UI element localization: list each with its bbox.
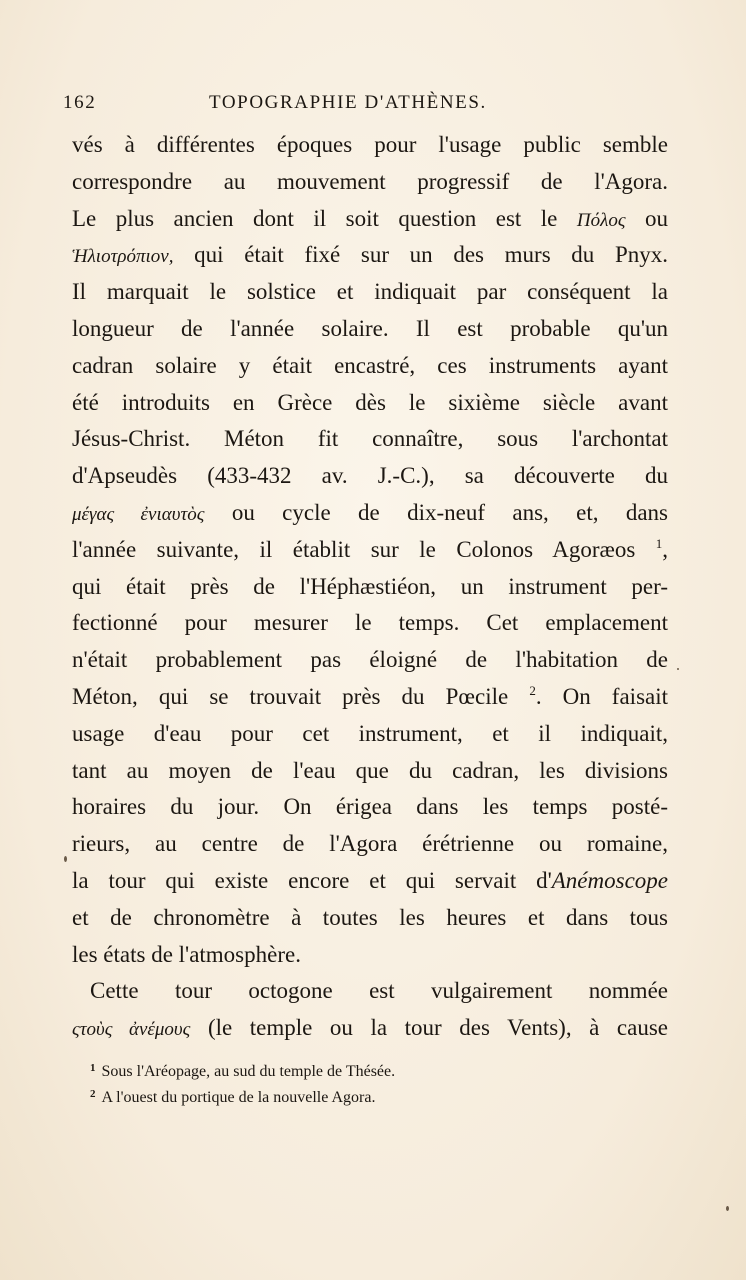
text-line [72,237,668,274]
text-line: horaires du jour. On érigea dans les temps posté- [72,794,668,820]
greek-word-heliotropion: Ἡλιοτρόπιον, [72,246,174,268]
text-segment: (le temple ou la tour des Vents), à cause [207,1015,669,1041]
text-segment: ou cycle de dix-neuf ans, et, dans [231,499,668,525]
footnote-mark: 2 [90,1088,96,1100]
footnotes [90,1055,550,1107]
footnote-ref: 1 [655,535,663,551]
text-line: usage d'eau pour cet instrument, et il indiquait, [72,720,668,746]
text-line: cadran solaire y était encastré, ces instruments ayant [72,352,668,378]
text-line: d'Apseudès (433-432 av. J.-C.), sa découverte du [72,463,668,489]
greek-phrase-megas-eniautos: μέγας ἐνιαυτὸς [72,503,205,525]
text-segment: la tour qui existe encore et qui servait d' [72,867,552,893]
text-segment: qui était fixé sur un des murs du Pnyx. [194,242,669,268]
punctuation: , [662,536,668,562]
text-segment: Le plus ancien dont il soit question est le [72,205,558,231]
text-line [72,863,668,900]
footnote-text: A l'ouest du portique de la nouvelle Agora. [101,1089,376,1106]
text-line: tant au moyen de l'eau que du cadran, les divisions [72,757,668,783]
text-line: les états de l'atmosphère. [72,941,301,967]
italic-word-anemoscope: Anémoscope [551,867,668,893]
greek-word-polos: Πόλος [576,209,626,231]
footnote [90,1055,550,1081]
text-line: Il marquait le solstice et indiquait par conséquent la [72,279,668,305]
footnote-mark: 1 [90,1062,96,1074]
footnote-text: Sous l'Aréopage, au sud du temple de Thésée. [101,1063,396,1080]
footnote-ref: 2 [529,682,536,698]
text-line: qui était près de l'Héphæstiéon, un instrument per- [72,573,668,599]
running-head [63,92,667,116]
greek-phrase-stous-anemous: ςτοὺς ἀνέμους [72,1019,191,1041]
text-line [72,201,668,238]
text-line: Cette tour octogone est vulgairement nommée [90,978,668,1004]
text-line [72,495,668,532]
text-line: longueur de l'année solaire. Il est probable qu'un [72,315,668,341]
body-text [72,127,668,1047]
text-line: rieurs, au centre de l'Agora érétrienne ou romaine, [72,831,668,857]
text-line: fectionné pour mesurer le temps. Cet emplacement [72,610,668,636]
text-line [72,532,668,569]
text-line: été introduits en Grèce dès le sixième siècle avant [72,389,668,415]
running-title: TOPOGRAPHIE D'ATHÈNES. [209,92,487,113]
text-line: Jésus-Christ. Méton fit connaître, sous l'archontat [72,426,668,452]
text-line: vés à différentes époques pour l'usage public semble [72,132,668,157]
text-line [72,679,668,716]
paper-speck [677,668,679,670]
text-line [72,1010,668,1047]
paper-speck [64,856,67,862]
text-segment: ou [645,205,669,231]
text-line: n'était probablement pas éloigné de l'habitation de [72,647,668,673]
text-line: et de chronomètre à toutes les heures et dans tous [72,904,668,930]
text-segment: Méton, qui se trouvait près du Pœcile [72,683,509,709]
text-line: correspondre au mouvement progressif de l'Agora. [72,168,668,194]
footnote [90,1081,550,1107]
text-segment: l'année suivante, il établit sur le Colonos Agoræos [72,536,636,562]
text-segment: . On faisait [535,683,669,709]
page-number: 162 [63,92,97,113]
paper-speck [726,1206,729,1211]
